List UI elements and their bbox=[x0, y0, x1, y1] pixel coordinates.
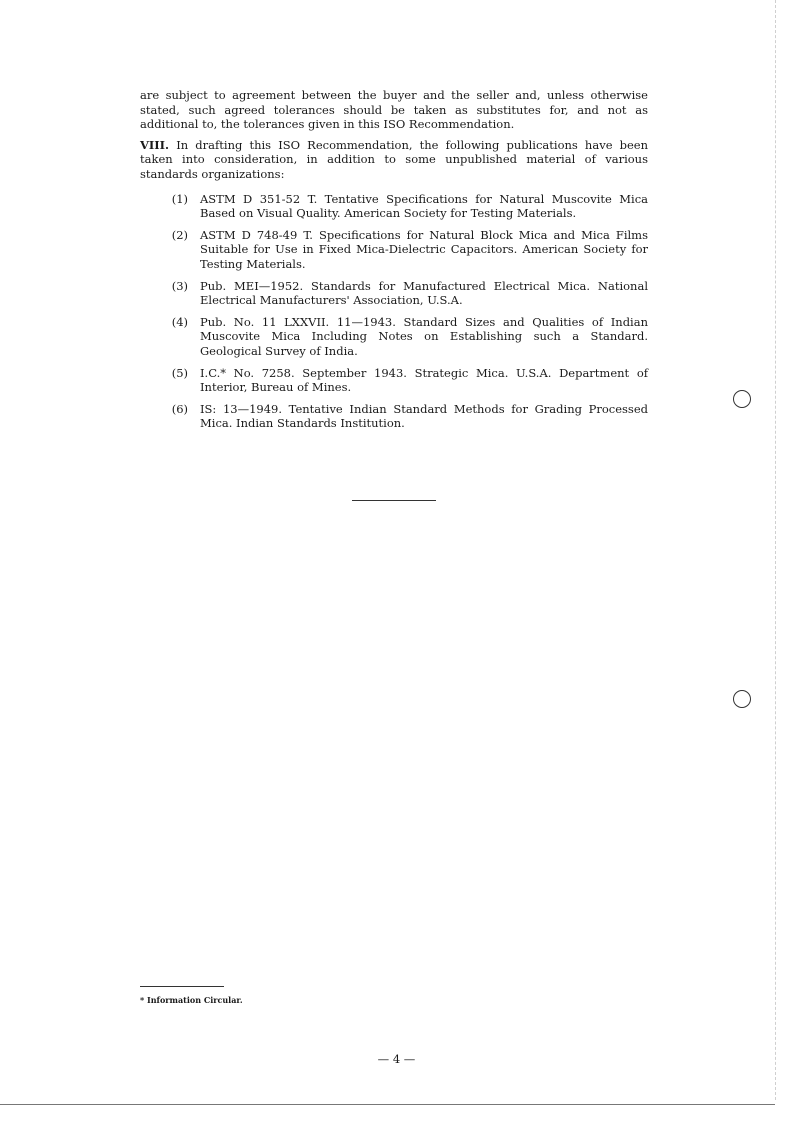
page-number: — 4 — bbox=[377, 1052, 416, 1066]
document-body bbox=[140, 88, 648, 438]
reference-text: Pub. MEI—1952. Standards for Manufactured Electrical Mica. National Electrical Manufacturers' Association, U.S.A. bbox=[200, 278, 648, 308]
footnote: * Information Circular. bbox=[140, 995, 243, 1005]
reference-number: (4) bbox=[171, 314, 188, 329]
page-edge-line bbox=[775, 0, 776, 1100]
punch-hole-icon bbox=[733, 390, 751, 408]
section-separator bbox=[352, 500, 436, 501]
reference-item bbox=[140, 279, 648, 308]
reference-text: IS: 13—1949. Tentative Indian Standard Methods for Grading Processed Mica. Indian Standards Institution. bbox=[200, 401, 648, 431]
reference-item bbox=[140, 402, 648, 431]
footnote-rule bbox=[140, 986, 224, 987]
reference-number: (3) bbox=[171, 278, 188, 293]
reference-item bbox=[140, 228, 648, 272]
page-bottom-edge bbox=[0, 1104, 775, 1105]
reference-text: ASTM D 351-52 T. Tentative Specifications for Natural Muscovite Mica Based on Visual Quality. American Society for Testing Materials. bbox=[200, 191, 648, 221]
section-label: VIII. bbox=[140, 137, 170, 152]
continued-paragraph: are subject to agreement between the buyer and the seller and, unless otherwise stated, such agreed tolerances should be taken as substitutes for, and not as additional to, the tolerances given in this ISO Recommendation. bbox=[140, 88, 648, 132]
section-paragraph bbox=[140, 138, 648, 182]
reference-text: ASTM D 748-49 T. Specifications for Natural Block Mica and Mica Films Suitable for Use in Fixed Mica-Dielectric Capacitors. American Society for Testing Materials. bbox=[200, 227, 648, 271]
punch-hole-icon bbox=[733, 690, 751, 708]
reference-list bbox=[140, 192, 648, 431]
reference-number: (5) bbox=[171, 365, 188, 380]
reference-item bbox=[140, 192, 648, 221]
reference-number: (2) bbox=[171, 227, 188, 242]
reference-item bbox=[140, 366, 648, 395]
reference-text: I.C.* No. 7258. September 1943. Strategic Mica. U.S.A. Department of Interior, Bureau of Mines. bbox=[200, 365, 648, 395]
reference-number: (1) bbox=[171, 191, 188, 206]
section-text: In drafting this ISO Recommendation, the following publications have been taken into consideration, in addition to some unpublished material of various standards organizations: bbox=[140, 137, 649, 181]
reference-number: (6) bbox=[171, 401, 188, 416]
reference-text: Pub. No. 11 LXXVII. 11—1943. Standard Sizes and Qualities of Indian Muscovite Mica Including Notes on Establishing such a Standard. Geological Survey of India. bbox=[200, 314, 648, 358]
reference-item bbox=[140, 315, 648, 359]
